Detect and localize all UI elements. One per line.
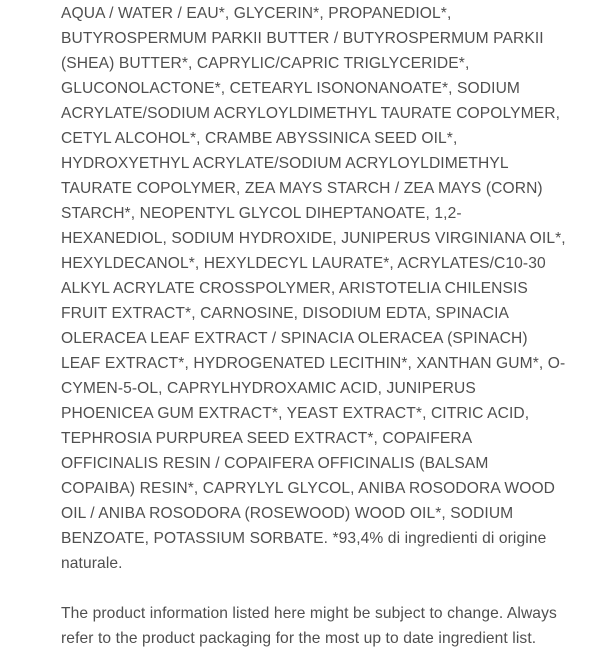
ingredients-panel	[61, 0, 567, 651]
product-info-disclaimer: The product information listed here might be subject to change. Always refer to the product packaging for the most up to date ingredient list.	[61, 605, 557, 647]
ingredient-list: AQUA / WATER / EAU*, GLYCERIN*, PROPANEDIOL*, BUTYROSPERMUM PARKII BUTTER / BUTYROSPERMUM PARKII (SHEA) BUTTER*, CAPRYLIC/CAPRIC TRIGLYCERIDE*, GLUCONOLACTONE*, CETEARYL ISONONANOATE*, SODIUM ACRYLATE/SODIUM ACRYLOYLDIMETHYL TAURATE COPOLYMER, CETYL ALCOHOL*, CRAMBE ABYSSINICA SEED OIL*, HYDROXYETHYL ACRYLATE/SODIUM ACRYLOYLDIMETHYL TAURATE COPOLYMER, ZEA MAYS STARCH / ZEA MAYS (CORN) STARCH*, NEOPENTYL GLYCOL DIHEPTANOATE, 1,2-HEXANEDIOL, SODIUM HYDROXIDE, JUNIPERUS VIRGINIANA OIL*, HEXYLDECANOL*, HEXYLDECYL LAURATE*, ACRYLATES/C10-30 ALKYL ACRYLATE CROSSPOLYMER, ARISTOTELIA CHILENSIS FRUIT EXTRACT*, CARNOSINE, DISODIUM EDTA, SPINACIA OLERACEA LEAF EXTRACT / SPINACIA OLERACEA (SPINACH) LEAF EXTRACT*, HYDROGENATED LECITHIN*, XANTHAN GUM*, O-CYMEN-5-OL, CAPRYLHYDROXAMIC ACID, JUNIPERUS PHOENICEA GUM EXTRACT*, YEAST EXTRACT*, CITRIC ACID, TEPHROSIA PURPUREA SEED EXTRACT*, COPAIFERA OFFICINALIS RESIN / COPAIFERA OFFICINALIS (BALSAM COPAIBA) RESIN*, CAPRYLYL GLYCOL, ANIBA ROSODORA WOOD OIL / ANIBA ROSODORA (ROSEWOOD) WOOD OIL*, SODIUM BENZOATE, POTASSIUM SORBATE. *93,4% di ingredienti di origine naturale.	[61, 5, 566, 572]
